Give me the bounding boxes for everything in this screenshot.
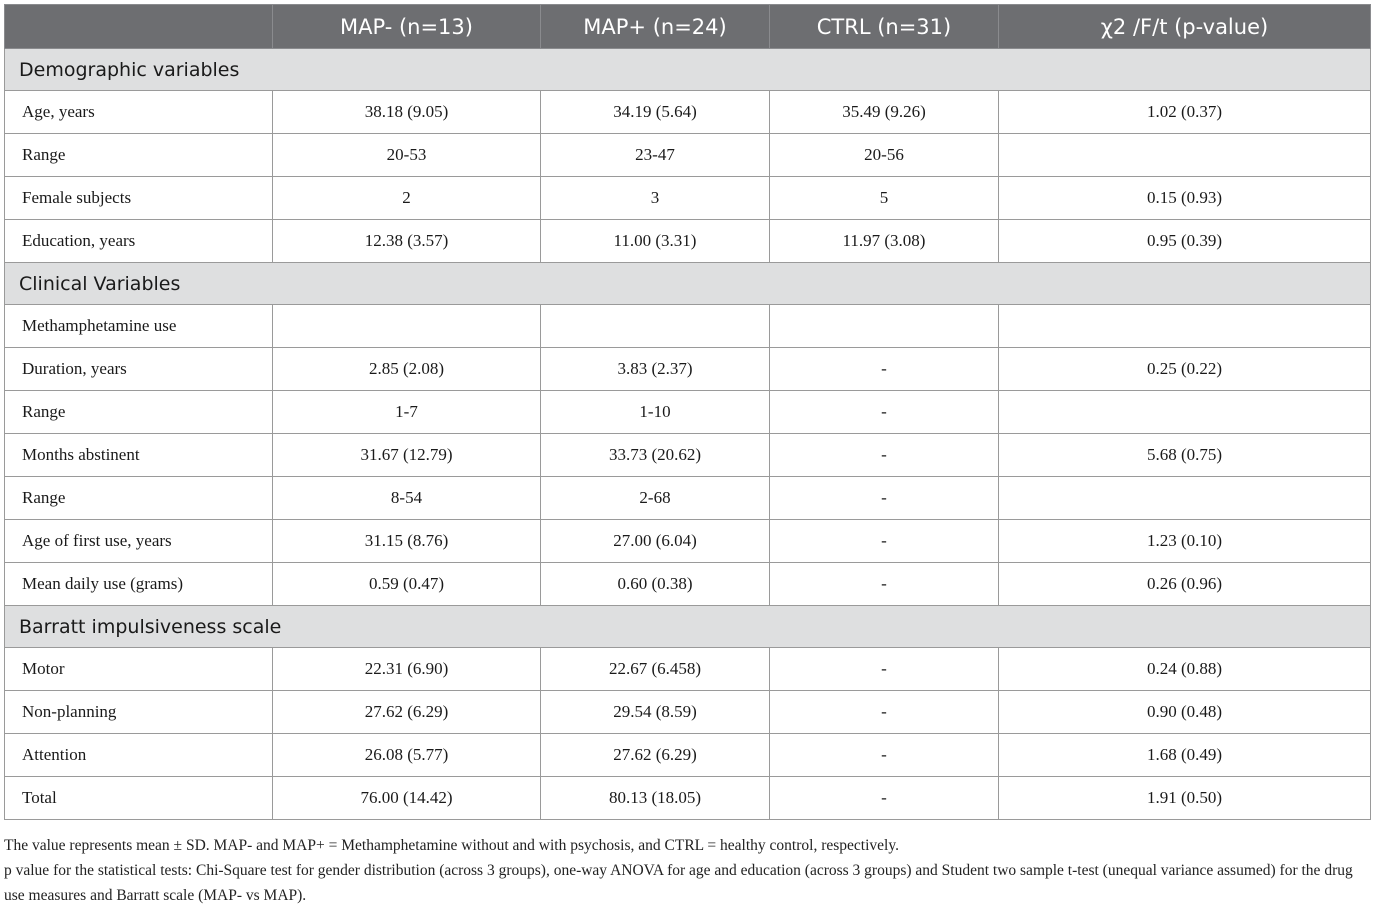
- table-cell: 1.91 (0.50): [999, 777, 1371, 820]
- table-row: [5, 177, 1371, 220]
- table-cell: 27.62 (6.29): [541, 734, 770, 777]
- table-cell: 26.08 (5.77): [273, 734, 541, 777]
- table-cell: 0.60 (0.38): [541, 563, 770, 606]
- row-label: Range: [5, 391, 273, 434]
- table-row: [5, 220, 1371, 263]
- table-footnotes: [4, 833, 1370, 908]
- row-label: Age, years: [5, 91, 273, 134]
- table-cell: [770, 305, 999, 348]
- table-body: [5, 49, 1371, 820]
- table-row: [5, 477, 1371, 520]
- row-label: Non-planning: [5, 691, 273, 734]
- table-cell: [999, 305, 1371, 348]
- section-title: Barratt impulsiveness scale: [5, 606, 1371, 648]
- table-cell: 3.83 (2.37): [541, 348, 770, 391]
- table-cell: 0.59 (0.47): [273, 563, 541, 606]
- table-cell: -: [770, 477, 999, 520]
- table-row: [5, 563, 1371, 606]
- table-cell: -: [770, 520, 999, 563]
- table-cell: 27.62 (6.29): [273, 691, 541, 734]
- footnote: p value for the statistical tests: Chi-Square test for gender distribution (across 3 groups), one-way ANOVA for age and education (across 3 groups) and Student two sample t-test (unequal variance assumed) for the drug use measures and Barratt scale (MAP- vs MAP).: [4, 862, 1353, 904]
- table-cell: 22.31 (6.90): [273, 648, 541, 691]
- table-cell: 2: [273, 177, 541, 220]
- table-cell: 33.73 (20.62): [541, 434, 770, 477]
- table-cell: [273, 305, 541, 348]
- header-row: [5, 5, 1371, 49]
- table-cell: 5.68 (0.75): [999, 434, 1371, 477]
- row-label: Female subjects: [5, 177, 273, 220]
- row-label: Range: [5, 477, 273, 520]
- table-row: [5, 134, 1371, 177]
- table-cell: 23-47: [541, 134, 770, 177]
- row-label: Motor: [5, 648, 273, 691]
- table-cell: [999, 134, 1371, 177]
- section-title: Clinical Variables: [5, 263, 1371, 305]
- characteristics-table: [4, 4, 1371, 820]
- table-cell: 35.49 (9.26): [770, 91, 999, 134]
- table-cell: 29.54 (8.59): [541, 691, 770, 734]
- table-container: [4, 4, 1370, 820]
- table-header: [5, 5, 1371, 49]
- table-row: [5, 734, 1371, 777]
- table-cell: 1.23 (0.10): [999, 520, 1371, 563]
- table-row: [5, 520, 1371, 563]
- table-cell: 31.67 (12.79): [273, 434, 541, 477]
- table-cell: 38.18 (9.05): [273, 91, 541, 134]
- table-cell: -: [770, 691, 999, 734]
- table-cell: -: [770, 563, 999, 606]
- section-row: [5, 49, 1371, 91]
- table-cell: 20-53: [273, 134, 541, 177]
- section-row: [5, 263, 1371, 305]
- table-row: [5, 648, 1371, 691]
- row-label: Age of first use, years: [5, 520, 273, 563]
- table-cell: 0.90 (0.48): [999, 691, 1371, 734]
- table-cell: 11.00 (3.31): [541, 220, 770, 263]
- table-cell: 3: [541, 177, 770, 220]
- header-cell-statistic: χ2 /F/t (p-value): [999, 5, 1371, 49]
- table-row: [5, 348, 1371, 391]
- table-cell: 31.15 (8.76): [273, 520, 541, 563]
- section-title: Demographic variables: [5, 49, 1371, 91]
- table-cell: 5: [770, 177, 999, 220]
- table-cell: 22.67 (6.458): [541, 648, 770, 691]
- table-cell: 12.38 (3.57): [273, 220, 541, 263]
- table-cell: 2-68: [541, 477, 770, 520]
- table-cell: -: [770, 434, 999, 477]
- header-cell-map-minus: MAP- (n=13): [273, 5, 541, 49]
- row-label: Months abstinent: [5, 434, 273, 477]
- table-cell: 20-56: [770, 134, 999, 177]
- table-cell: 0.15 (0.93): [999, 177, 1371, 220]
- table-cell: 1.02 (0.37): [999, 91, 1371, 134]
- table-row: [5, 91, 1371, 134]
- table-cell: [999, 477, 1371, 520]
- row-label: Attention: [5, 734, 273, 777]
- row-label: Education, years: [5, 220, 273, 263]
- table-cell: -: [770, 348, 999, 391]
- table-cell: 1-7: [273, 391, 541, 434]
- table-cell: 0.95 (0.39): [999, 220, 1371, 263]
- header-cell-ctrl: CTRL (n=31): [770, 5, 999, 49]
- table-cell: -: [770, 734, 999, 777]
- table-cell: [999, 391, 1371, 434]
- header-cell-map-plus: MAP+ (n=24): [541, 5, 770, 49]
- row-label: Mean daily use (grams): [5, 563, 273, 606]
- table-cell: [541, 305, 770, 348]
- table-row: [5, 391, 1371, 434]
- table-cell: 1.68 (0.49): [999, 734, 1371, 777]
- table-row: [5, 434, 1371, 477]
- table-cell: 2.85 (2.08): [273, 348, 541, 391]
- table-cell: 1-10: [541, 391, 770, 434]
- table-row: [5, 777, 1371, 820]
- table-cell: 8-54: [273, 477, 541, 520]
- row-label: Duration, years: [5, 348, 273, 391]
- footnote: The value represents mean ± SD. MAP- and MAP+ = Methamphetamine without and with psychosis, and CTRL = healthy control, respectively.: [4, 837, 899, 854]
- section-row: [5, 606, 1371, 648]
- table-cell: 34.19 (5.64): [541, 91, 770, 134]
- row-label: Range: [5, 134, 273, 177]
- table-cell: -: [770, 777, 999, 820]
- table-cell: 76.00 (14.42): [273, 777, 541, 820]
- table-cell: 0.25 (0.22): [999, 348, 1371, 391]
- table-cell: 80.13 (18.05): [541, 777, 770, 820]
- row-label: Total: [5, 777, 273, 820]
- table-cell: 27.00 (6.04): [541, 520, 770, 563]
- table-row: [5, 305, 1371, 348]
- table-cell: 0.24 (0.88): [999, 648, 1371, 691]
- header-cell-blank: [5, 5, 273, 49]
- row-label: Methamphetamine use: [5, 305, 273, 348]
- table-cell: -: [770, 648, 999, 691]
- table-row: [5, 691, 1371, 734]
- table-cell: -: [770, 391, 999, 434]
- table-cell: 11.97 (3.08): [770, 220, 999, 263]
- table-cell: 0.26 (0.96): [999, 563, 1371, 606]
